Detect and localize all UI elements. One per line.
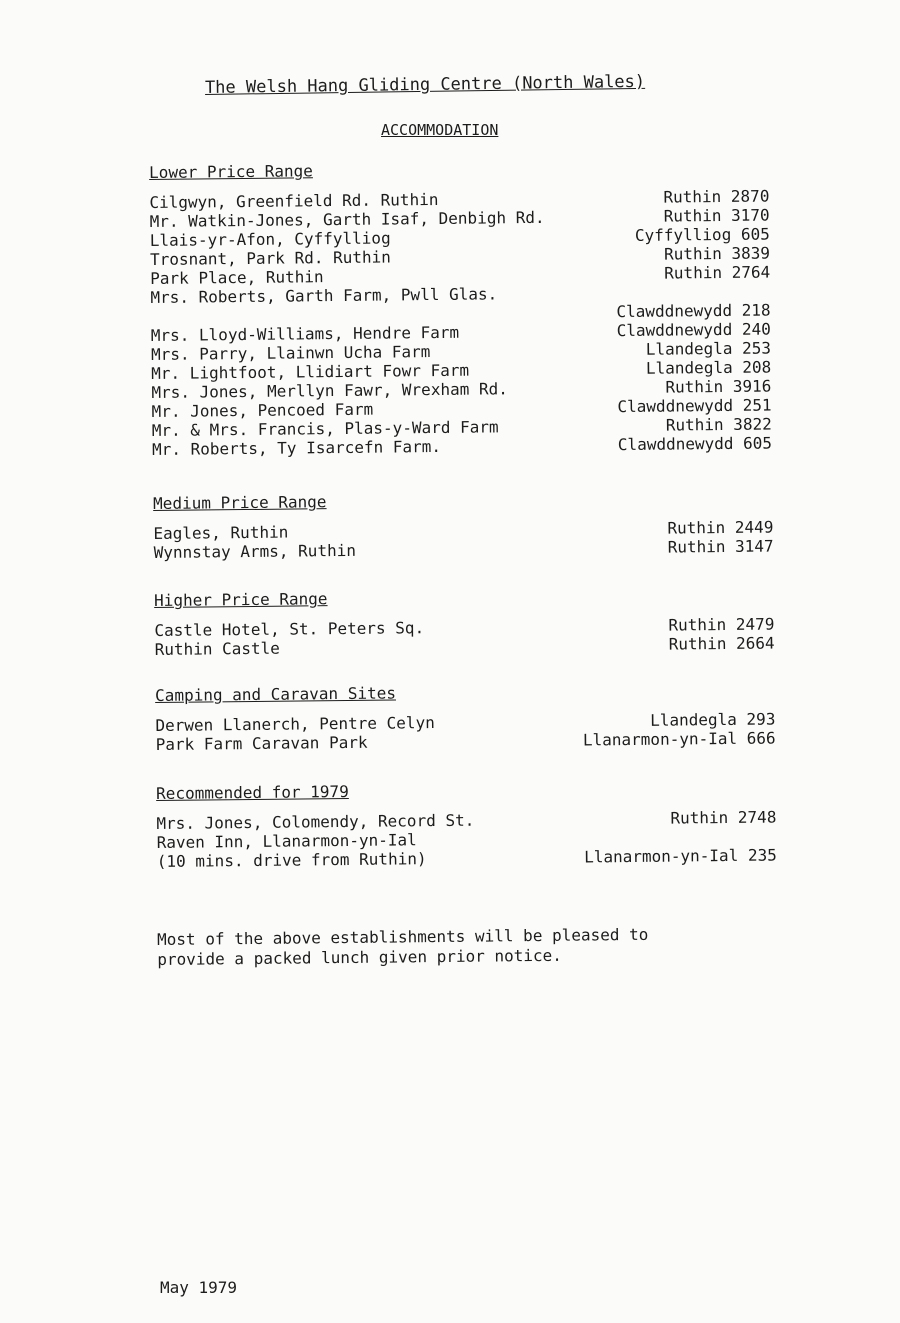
entry-location: Clawddnewydd 251 bbox=[617, 395, 772, 417]
page-title: The Welsh Hang Gliding Centre (North Wales) bbox=[204, 71, 646, 98]
entry-name: Mrs. Roberts, Garth Farm, Pwll Glas. bbox=[150, 284, 498, 307]
entry-name: Llais-yr-Afon, Cyffylliog bbox=[149, 228, 391, 250]
section-heading: Medium Price Range bbox=[153, 492, 327, 513]
packed-lunch-note bbox=[157, 924, 777, 970]
entry-name: Derwen Llanerch, Pentre Celyn bbox=[155, 713, 435, 735]
list-item bbox=[150, 282, 770, 326]
entry-location: Ruthin 2870 bbox=[663, 186, 770, 207]
entry-name: Mrs. Jones, Merllyn Fawr, Wrexham Rd. bbox=[151, 379, 508, 402]
entry-name: Wynnstay Arms, Ruthin bbox=[153, 540, 357, 562]
entry-name: Raven Inn, Llanarmon-yn-Ial bbox=[156, 830, 417, 852]
entry-location: Clawddnewydd 218 bbox=[616, 300, 771, 322]
entry-name: Castle Hotel, St. Peters Sq. bbox=[154, 618, 425, 640]
entry-location: Llandegla 293 bbox=[650, 709, 776, 730]
entry-location: Ruthin 2748 bbox=[670, 807, 777, 828]
entry-name: Mr. Lightfoot, Llidiart Fowr Farm bbox=[151, 360, 470, 383]
entry-location: Cyffylliog 605 bbox=[634, 224, 770, 245]
entry-location: Clawddnewydd 240 bbox=[616, 319, 771, 341]
section-lower-price bbox=[149, 155, 772, 459]
entry-name: Mr. Roberts, Ty Isarcefn Farm. bbox=[151, 436, 442, 459]
entry-location: Ruthin 3916 bbox=[665, 376, 772, 397]
entry-name: Mrs. Jones, Colomendy, Record St. bbox=[156, 810, 475, 833]
entry-location: Ruthin 3147 bbox=[667, 536, 774, 557]
entry-name: Mr. Jones, Pencoed Farm bbox=[151, 399, 374, 421]
entry-location: Ruthin 2664 bbox=[668, 633, 775, 654]
section-recommended bbox=[156, 776, 777, 871]
section-heading: Recommended for 1979 bbox=[156, 781, 349, 803]
entry-name: Park Place, Ruthin bbox=[150, 267, 324, 288]
entry-location: Llanarmon-yn-Ial 235 bbox=[584, 845, 777, 867]
section-heading: Higher Price Range bbox=[154, 589, 328, 610]
entry-name: Cilgwyn, Greenfield Rd. Ruthin bbox=[149, 189, 439, 212]
entry-location: Llandegla 208 bbox=[645, 357, 772, 378]
entry-name: Eagles, Ruthin bbox=[153, 522, 289, 543]
entry-name: Trosnant, Park Rd. Ruthin bbox=[149, 247, 391, 269]
entry-location: Ruthin 3170 bbox=[663, 205, 770, 226]
entry-name: (10 mins. drive from Ruthin) bbox=[156, 849, 427, 871]
section-higher-price bbox=[154, 583, 775, 659]
entry-location: Llandegla 253 bbox=[645, 338, 772, 359]
entry-location: Llanarmon-yn-Ial 666 bbox=[582, 728, 776, 750]
entry-location: Ruthin 2479 bbox=[668, 614, 775, 635]
entry-name: Park Farm Caravan Park bbox=[155, 732, 368, 754]
entry-location: Ruthin 2449 bbox=[667, 517, 774, 538]
entry-location: Clawddnewydd 605 bbox=[617, 433, 773, 455]
section-heading: Camping and Caravan Sites bbox=[155, 683, 397, 705]
accommodation-heading: ACCOMMODATION bbox=[381, 121, 499, 139]
entry-location: Ruthin 3839 bbox=[663, 243, 771, 264]
entry-name: Mrs. Lloyd-Williams, Hendre Farm bbox=[150, 322, 460, 345]
entry-location: Ruthin 2764 bbox=[664, 262, 771, 283]
entry-name: Ruthin Castle bbox=[154, 638, 280, 659]
entry-name: Mr. & Mrs. Francis, Plas-y-Ward Farm bbox=[151, 417, 499, 440]
closing-line: provide a packed lunch given prior notice. bbox=[157, 945, 562, 969]
section-camping-caravan bbox=[155, 678, 776, 754]
document-date: May 1979 bbox=[160, 1278, 238, 1297]
entry-name: Mrs. Parry, Llainwn Ucha Farm bbox=[150, 342, 431, 364]
entry-location: Ruthin 3822 bbox=[665, 414, 772, 435]
section-medium-price bbox=[153, 486, 774, 562]
section-heading: Lower Price Range bbox=[149, 161, 313, 182]
closing-line: Most of the above establishments will be pleased to bbox=[157, 924, 649, 949]
entry-name: Mr. Watkin-Jones, Garth Isaf, Denbigh Rd. bbox=[149, 207, 545, 231]
